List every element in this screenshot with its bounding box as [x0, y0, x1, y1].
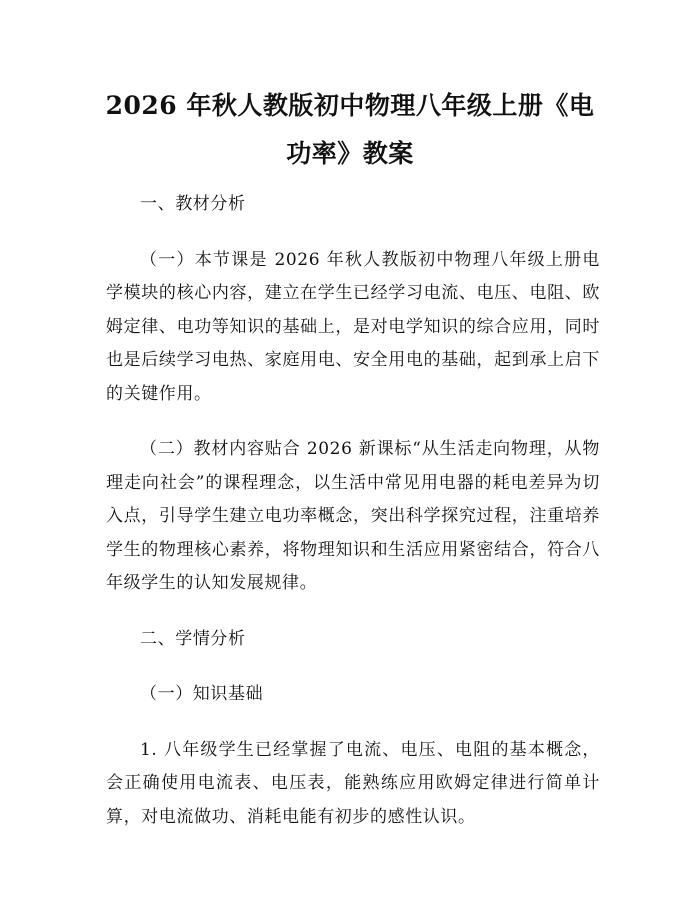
- paragraph-knowledge-base-item-1: 1. 八年级学生已经掌握了电流、电压、电阻的基本概念，会正确使用电流表、电压表，能熟练应用欧姆定律进行简单计算，对电流做功、消耗电能有初步的感性认识。: [106, 739, 600, 827]
- document-body: [106, 188, 600, 856]
- document-title: 2026 年秋人教版初中物理八年级上册《电功率》教案: [105, 91, 595, 168]
- paragraph-textbook-analysis-1: （一）本节课是 2026 年秋人教版初中物理八年级上册电学模块的核心内容，建立在学生已经学习电流、电压、电阻、欧姆定律、电功等知识的基础上，是对电学知识的综合应用，同时也是后续学习电热、家庭用电、安全用电的基础，起到承上启下的关键作用。: [106, 249, 600, 404]
- subsection-heading-knowledge-base: （一）知识基础: [140, 684, 264, 704]
- paragraph-textbook-analysis-2: （二）教材内容贴合 2026 新课标“从生活走向物理，从物理走向社会”的课程理念，以生活中常见用电器的耗电差异为切入点，引导学生建立电功率概念，突出科学探究过程，注重培养学生的物理核心素养，将物理知识和生活应用紧密结合，符合八年级学生的认知发展规律。: [106, 439, 600, 593]
- section-heading-student-analysis: 二、学情分析: [140, 628, 246, 649]
- section-heading-textbook-analysis: 一、教材分析: [140, 194, 246, 214]
